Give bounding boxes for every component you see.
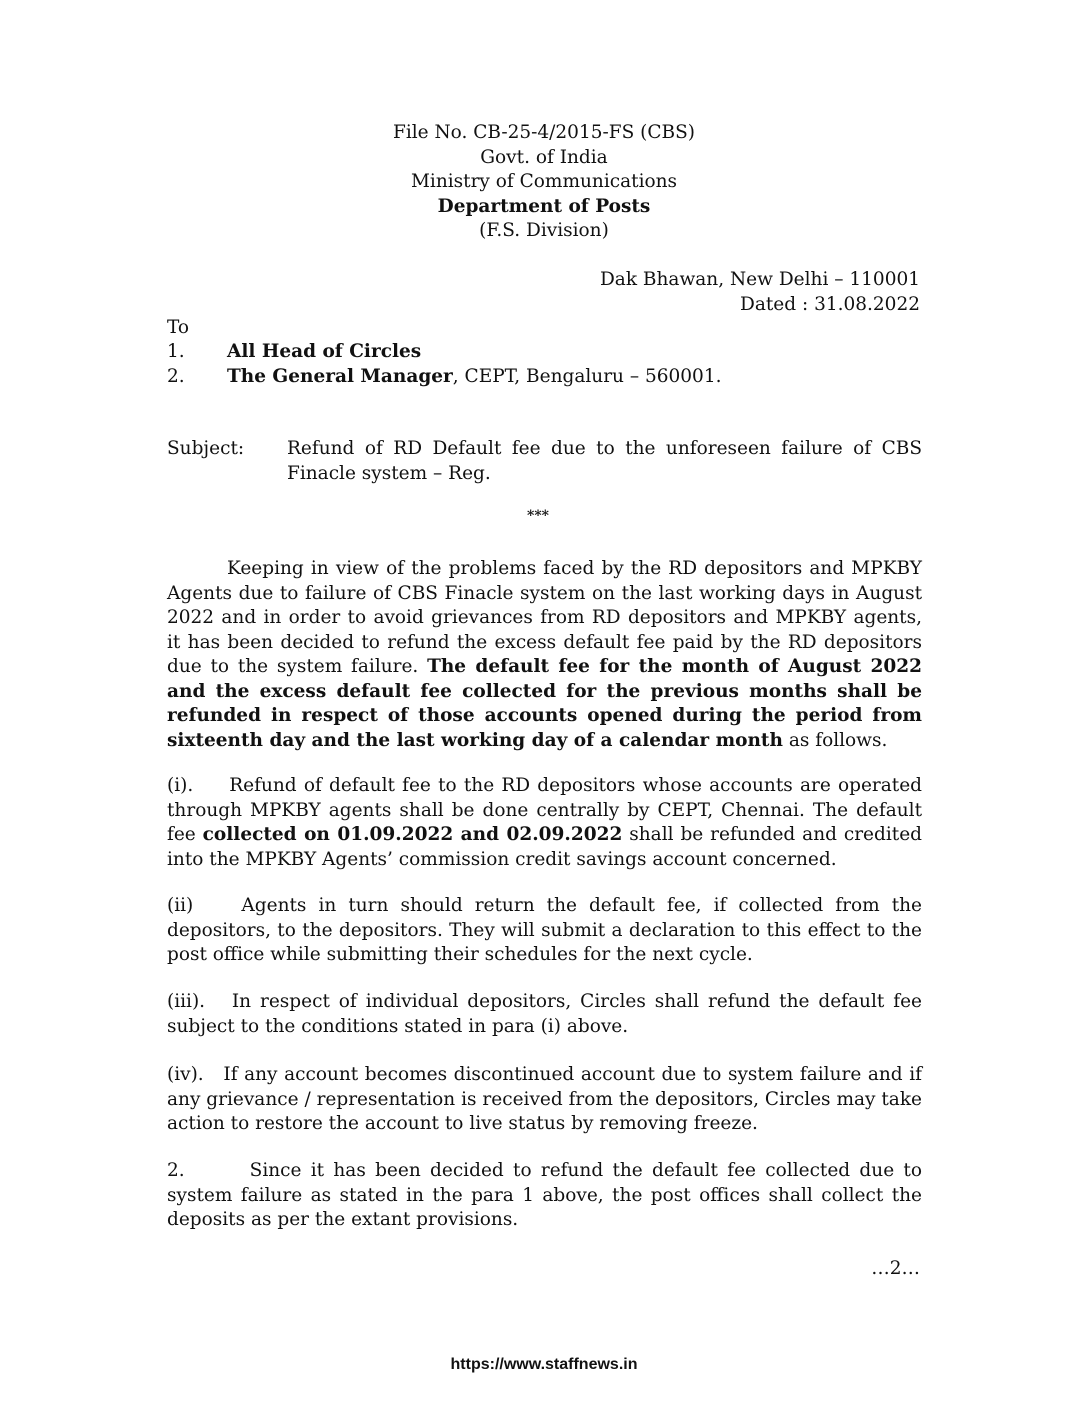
paragraph-iii [167,990,922,1039]
letter-date: Dated : 31.08.2022 [739,293,920,315]
paragraph-1-bold: The default fee for the month of August 2022 and the excess default fee collected for the previous months shall be refunded in respect of those accounts opened during the period from sixteenth day and the last working day of a calendar month [167,656,923,751]
to-label: To [167,317,190,338]
addressee-number: 1. [167,341,185,362]
paragraph-i-bold: collected on 01.09.2022 and 02.09.2022 [202,824,623,845]
addressee-number: 2. [167,366,185,387]
addressee-rest: , CEPT, Bengaluru – 560001. [452,366,722,387]
paragraph-1 [167,557,922,753]
paragraph-iv [167,1063,922,1137]
place-and-date [600,268,920,317]
paragraph-2-label: 2. [167,1160,185,1181]
ministry-line: Ministry of Communications [410,171,678,192]
paragraph-i-label: (i). [167,775,194,796]
govt-line: Govt. of India [480,146,608,168]
paragraph-iv-label: (iv). [167,1064,204,1085]
subject-text: Refund of RD Default fee due to the unforeseen failure of CBS Finacle system – Reg. [287,438,922,484]
paragraph-ii-text: Agents in turn should return the default fee, if collected from the depositors, to the depositors. They will submit a declaration to this effect to the post office while submitting their schedules for the next cycle. [167,895,922,965]
paragraph-i-text-end: shall be refunded and credited into the MPKBY Agents’ commission credit savings account concerned. [167,824,922,870]
department-line: Department of Posts [437,195,651,217]
file-number: File No. CB-25-4/2015-FS (CBS) [393,122,695,143]
paragraph-2-text: Since it has been decided to refund the default fee collected due to system failure as stated in the para 1 above, the post offices shall collect the deposits as per the extant provisions. [167,1160,922,1230]
paragraph-i-text: Refund of default fee to the RD depositors whose accounts are operated through MPKBY agents shall be done centrally by CEPT, Chennai. The default fee [167,775,923,845]
division-line: (F.S. Division) [479,220,609,241]
paragraph-1-text: Keeping in view of the problems faced by the RD depositors and MPKBY Agents due to failure of CBS Finacle system on the last working days in August 2022 and in order to avoid grievances from RD depositors and MPKBY agents, it has been decided to refund the excess default fee paid by the RD depositors due to the system failure. [167,558,922,677]
letter-header [0,121,1088,244]
page-continuation: …2… [871,1258,920,1279]
paragraph-iv-text: If any account becomes discontinued account due to system failure and if any grievance / representation is received from the depositors, Circles may take action to restore the account to live status by removing freeze. [167,1064,922,1134]
paragraph-i [167,774,922,872]
subject-label: Subject: [167,438,245,459]
addressee-name: The General Manager [227,366,453,387]
office-address: Dak Bhawan, New Delhi – 110001 [599,269,920,290]
addressee-name: All Head of Circles [227,341,422,362]
separator-stars: *** [527,508,549,524]
addressee-2 [167,365,927,390]
paragraph-ii-label: (ii) [167,895,194,916]
paragraph-iii-text: In respect of individual depositors, Circles shall refund the default fee subject to the conditions stated in para (i) above. [167,991,922,1037]
paragraph-2 [167,1159,922,1233]
paragraph-ii [167,894,922,968]
paragraph-1-end: as follows. [782,729,888,751]
addressee-1 [167,340,927,365]
paragraph-iii-label: (iii). [167,991,206,1012]
footer-url[interactable]: https://www.staffnews.in [450,1356,638,1373]
